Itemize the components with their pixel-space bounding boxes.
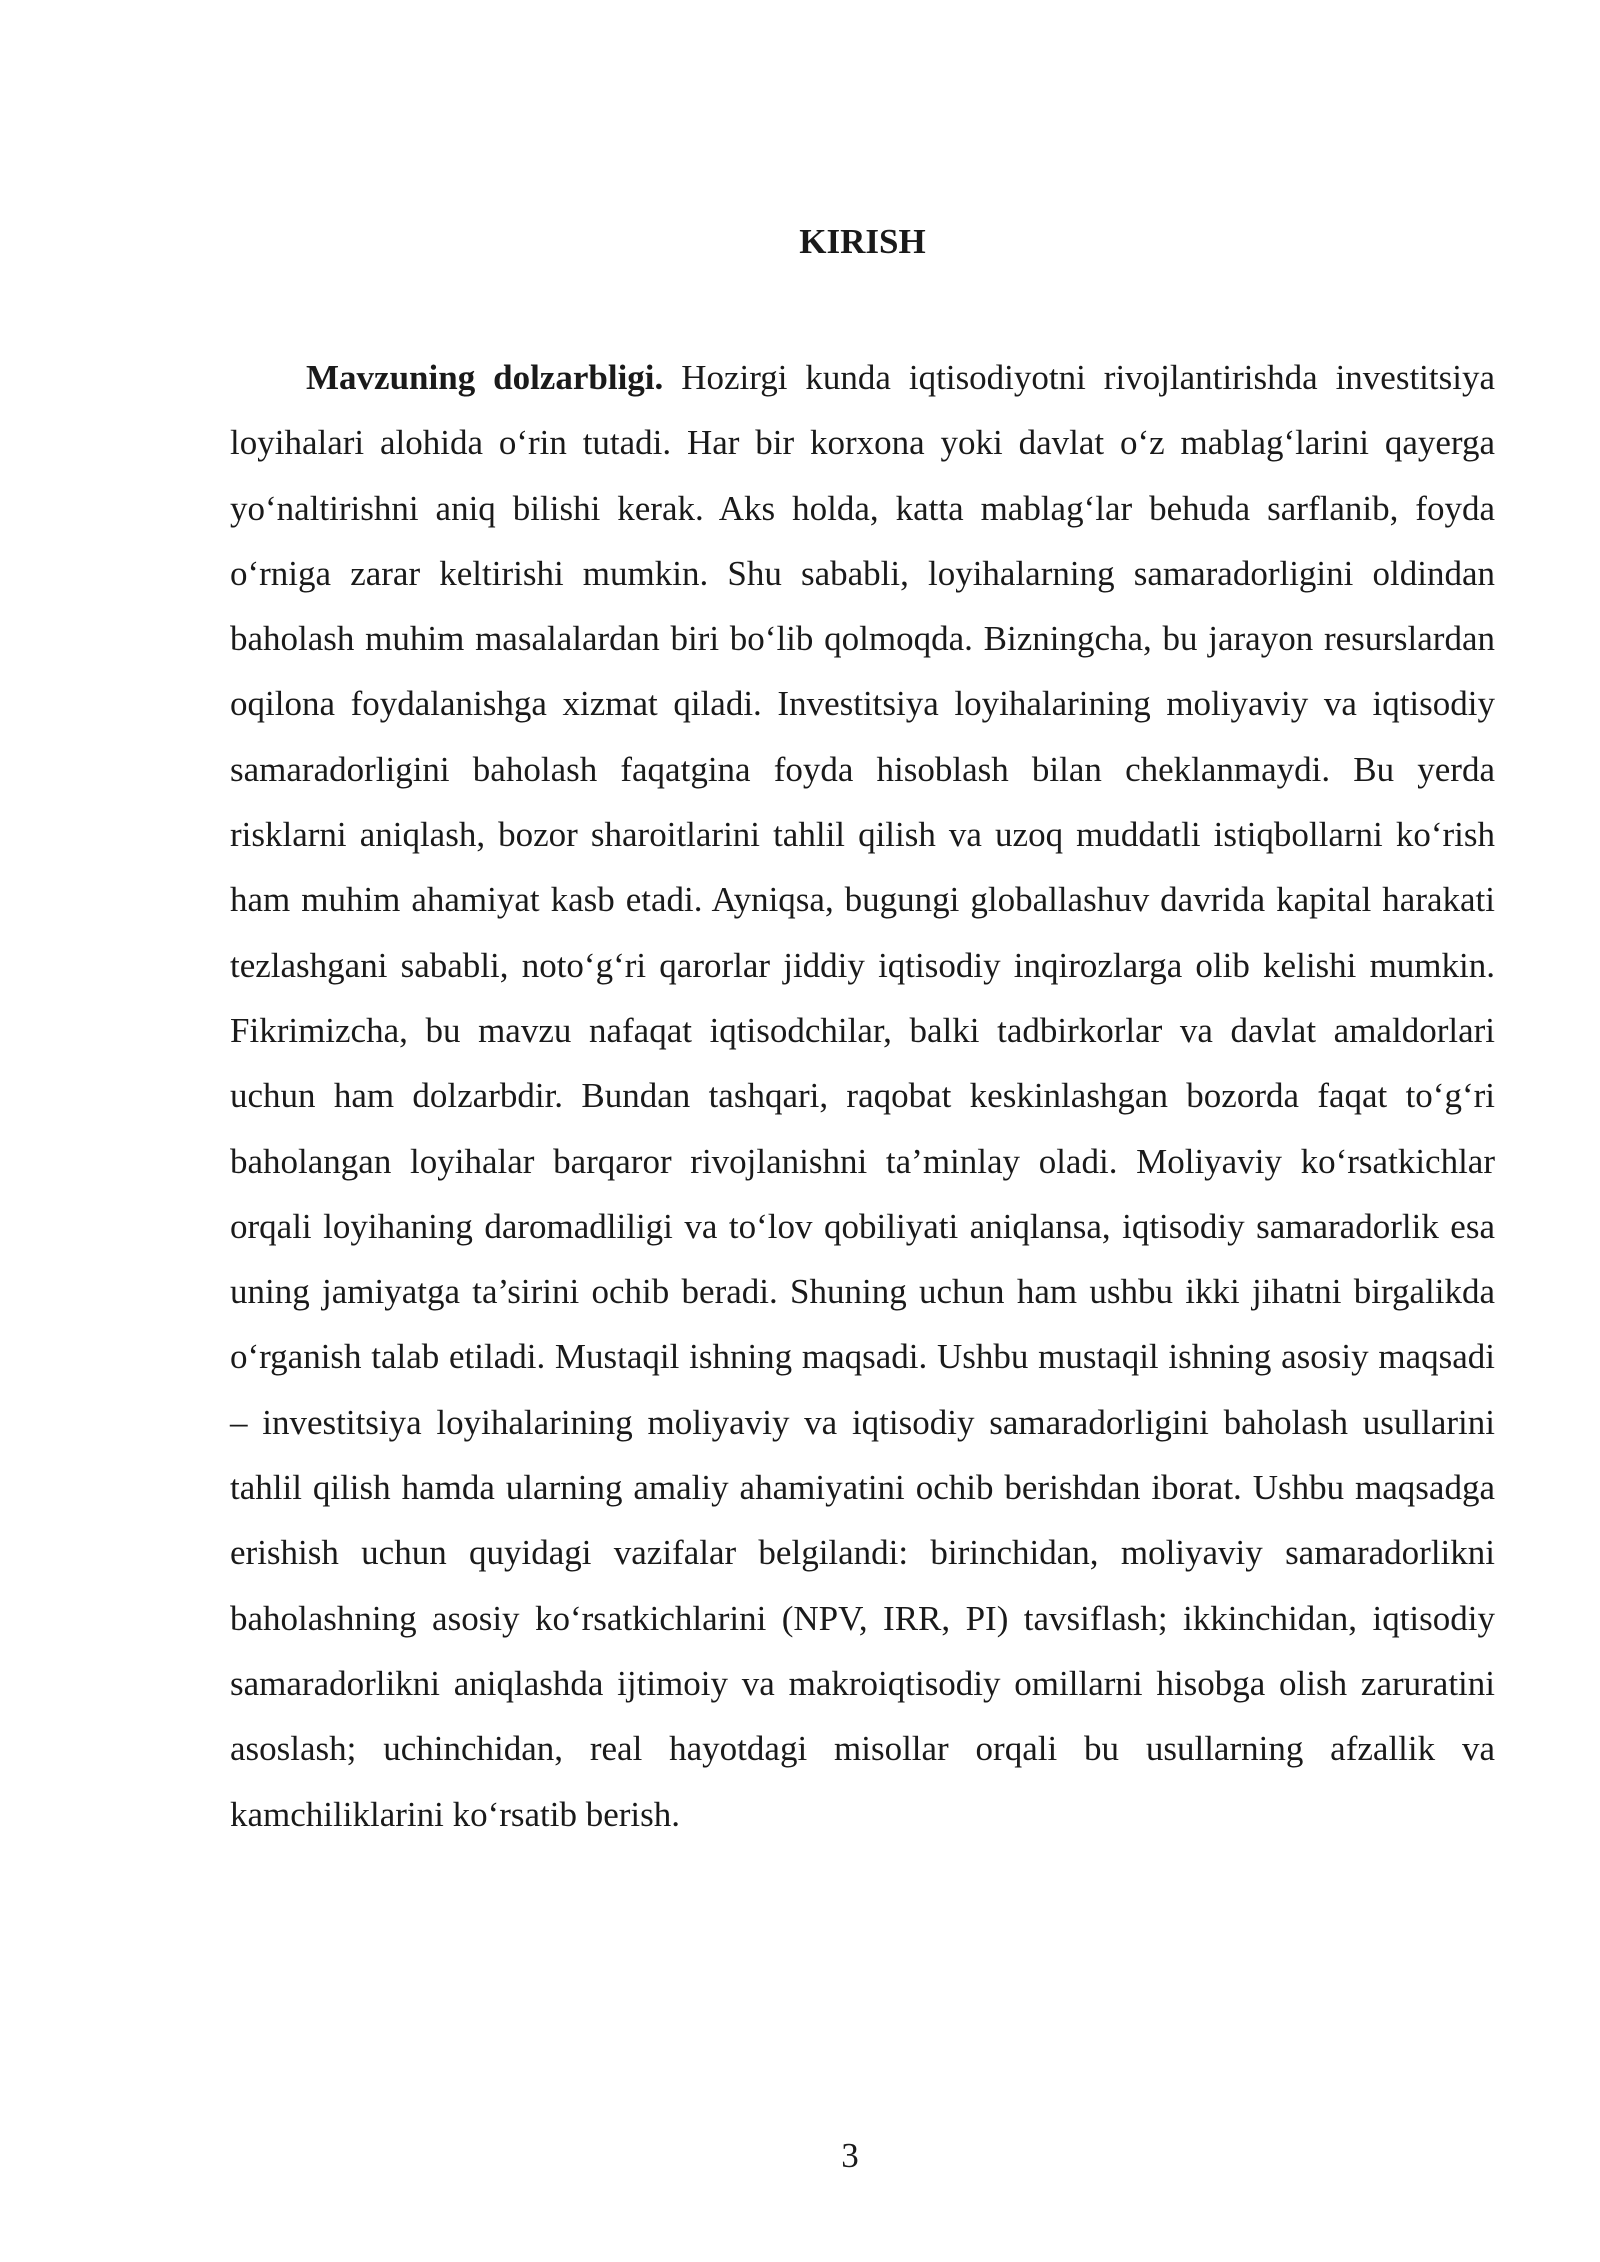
- section-heading: KIRISH: [799, 222, 926, 261]
- paragraph-lead: Mavzuning dolzarbligi.: [306, 358, 664, 397]
- body-paragraph: [230, 345, 1495, 1847]
- paragraph-text: Hozirgi kunda iqtisodiyotni rivojlantirishda investitsiya loyihalari alohida o‘rin tutadi. Har bir korxona yoki davlat o‘z mablag‘larini qayerga yo‘naltirishni aniq bilishi kerak. Aks holda, katta mablag‘lar behuda sarflanib, foyda o‘rniga zarar keltirishi mumkin. Shu sababli, loyihalarning samaradorligini oldindan baholash muhim masalalardan biri bo‘lib qolmoqda. Bizningcha, bu jarayon resurslardan oqilona foydalanishga xizmat qiladi. Investitsiya loyihalarining moliyaviy va iqtisodiy samaradorligini baholash faqatgina foyda hisoblash bilan cheklanmaydi. Bu yerda risklarni aniqlash, bozor sharoitlarini tahlil qilish va uzoq muddatli istiqbollarni ko‘rish ham muhim ahamiyat kasb etadi. Ayniqsa, bugungi globallashuv davrida kapital harakati tezlashgani sababli, noto‘g‘ri qarorlar jiddiy iqtisodiy inqirozlarga olib kelishi mumkin. Fikrimizcha, bu mavzu nafaqat iqtisodchilar, balki tadbirkorlar va davlat amaldorlari uchun ham dolzarbdir. Bundan tashqari, raqobat keskinlashgan bozorda faqat to‘g‘ri baholangan loyihalar barqaror rivojlanishni ta’minlay oladi. Moliyaviy ko‘rsatkichlar orqali loyihaning daromadliligi va to‘lov qobiliyati aniqlansa, iqtisodiy samaradorlik esa uning jamiyatga ta’sirini ochib beradi. Shuning uchun ham ushbu ikki jihatni birgalikda o‘rganish talab etiladi. Mustaqil ishning maqsadi. Ushbu mustaqil ishning asosiy maqsadi – investitsiya loyihalarining moliyaviy va iqtisodiy samaradorligini baholash usullarini tahlil qilish hamda ularning amaliy ahamiyatini ochib berishdan iborat. Ushbu maqsadga erishish uchun quyidagi vazifalar belgilandi: birinchidan, moliyaviy samaradorlikni baholashning asosiy ko‘rsatkichlarini (NPV, IRR, PI) tavsiflash; ikkinchidan, iqtisodiy samaradorlikni aniqlashda ijtimoiy va makroiqtisodiy omillarni hisobga olish zaruratini asoslash; uchinchidan, real hayotdagi misollar orqali bu usullarning afzallik va kamchiliklarini ko‘rsatib berish.: [230, 358, 1496, 1834]
- page-number: 3: [841, 2136, 859, 2175]
